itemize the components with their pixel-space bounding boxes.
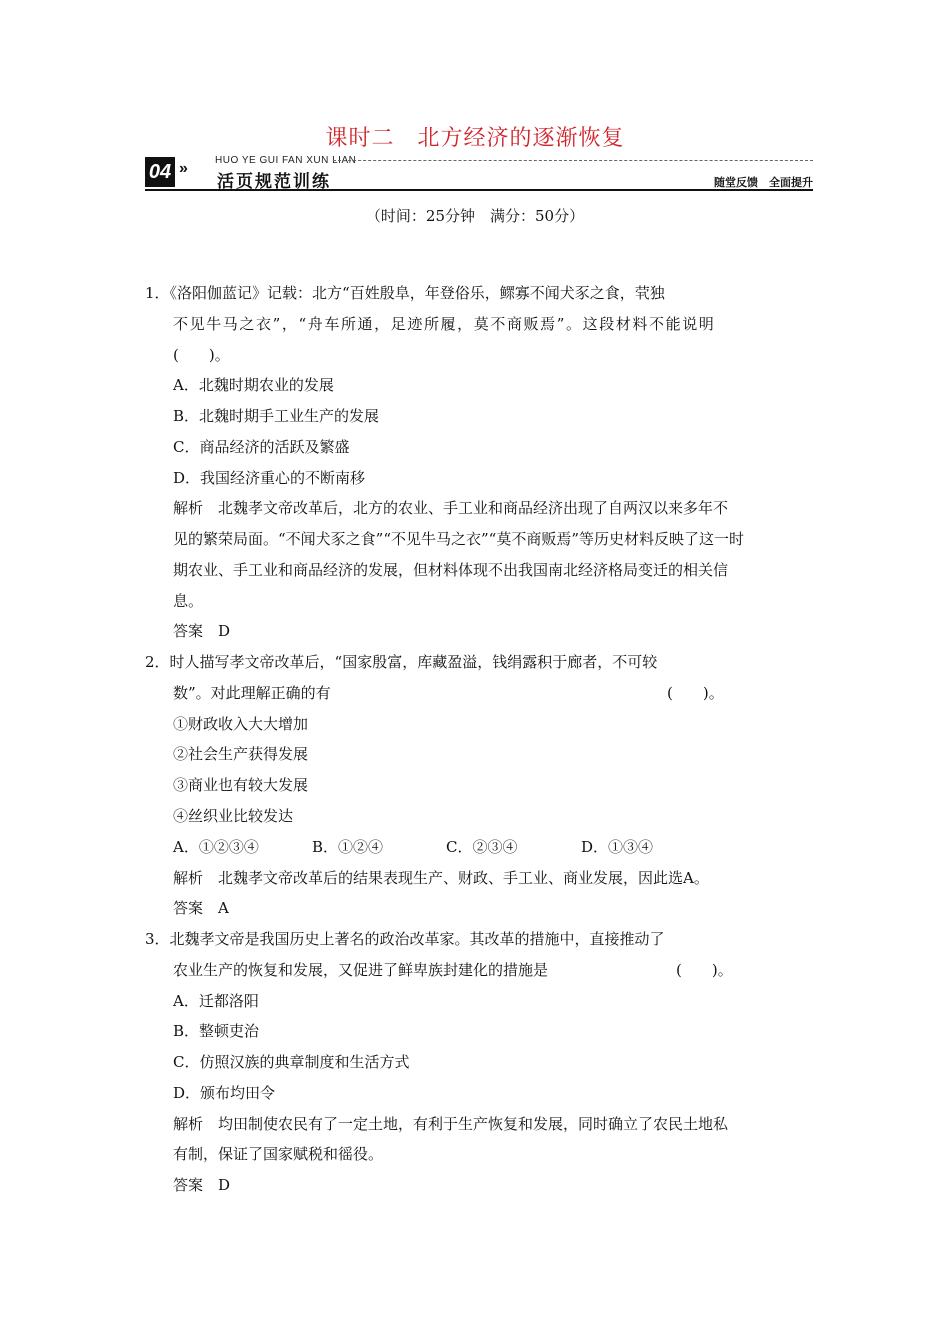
question-1-analysis-line-4: 息。 [173, 592, 204, 610]
question-1-analysis-line-3: 期农业、手工业和商品经济的发展，但材料体现不出我国南北经济格局变迁的相关信 [173, 561, 729, 579]
question-2-item-4: ④丝织业比较发达 [173, 807, 294, 825]
question-2-item-1: ①财政收入大大增加 [173, 715, 309, 733]
question-3-option-b: B．整顿吏治 [173, 1022, 260, 1040]
question-2-stem-line-2: 数”。对此理解正确的有 [173, 684, 331, 702]
question-3-option-c: C．仿照汉族的典章制度和生活方式 [173, 1053, 410, 1071]
banner-rule [145, 189, 813, 191]
banner-slogan: 随堂反馈 全面提升 [714, 176, 813, 189]
question-1-stem-line-3: ( )。 [173, 346, 230, 364]
question-2-option-d: D．①③④ [581, 838, 654, 856]
section-number-badge: 04 [145, 157, 175, 187]
question-2-stem-line-1: 2．时人描写孝文帝改革后，“国家殷富，库藏盈溢，钱绢露积于廊者，不可较 [145, 653, 658, 671]
section-banner [145, 153, 813, 191]
double-chevron-icon: » [179, 160, 188, 177]
question-1-analysis-line-1: 解析 北魏孝文帝改革后，北方的农业、手工业和商品经济出现了自两汉以来多年不 [173, 499, 729, 517]
question-2-item-3: ③商业也有较大发展 [173, 776, 309, 794]
question-2-answer-blank: ( )。 [667, 684, 724, 702]
question-3-option-d: D．颁布均田令 [173, 1084, 276, 1102]
banner-dashed-divider [333, 160, 813, 161]
question-3-answer: 答案 D [173, 1176, 231, 1194]
question-2-answer: 答案 A [173, 899, 229, 917]
question-2-option-a: A．①②③④ [173, 838, 259, 856]
question-1-option-b: B．北魏时期手工业生产的发展 [173, 407, 380, 425]
question-3-answer-blank: ( )。 [676, 961, 733, 979]
question-2-option-b: B．①②④ [312, 838, 384, 856]
question-2-analysis: 解析 北魏孝文帝改革后的结果表现生产、财政、手工业、商业发展，因此选A。 [173, 869, 709, 887]
question-3-analysis-line-1: 解析 均田制使农民有了一定土地，有利于生产恢复和发展，同时确立了农民土地私 [173, 1115, 729, 1133]
question-1-stem-line-2: 不见牛马之衣”，“舟车所通，足迹所履，莫不商贩焉”。这段材料不能说明 [173, 315, 716, 333]
question-2-option-c: C．②③④ [446, 838, 518, 856]
question-1-option-c: C．商品经济的活跃及繁盛 [173, 438, 350, 456]
question-2-item-2: ②社会生产获得发展 [173, 745, 309, 763]
page-title: 课时二 北方经济的逐渐恢复 [325, 126, 625, 151]
question-1-option-d: D．我国经济重心的不断南移 [173, 469, 366, 487]
question-3-analysis-line-2: 有制，保证了国家赋税和徭役。 [173, 1145, 384, 1163]
time-info: （时间：25分钟 满分：50分） [365, 207, 585, 225]
question-1-option-a: A．北魏时期农业的发展 [173, 376, 334, 394]
question-1-stem-line-1: 1．《洛阳伽蓝记》记载：北方“百姓殷阜，年登俗乐，鳏寡不闻犬豕之食，茕独 [145, 284, 665, 302]
banner-label: 活页规范训练 [217, 172, 331, 192]
question-1-answer: 答案 D [173, 622, 231, 640]
question-3-stem-line-1: 3．北魏孝文帝是我国历史上著名的政治改革家。其改革的措施中，直接推动了 [145, 930, 665, 948]
question-3-stem-line-2: 农业生产的恢复和发展，又促进了鲜卑族封建化的措施是 [173, 961, 549, 979]
question-3-option-a: A．迁都洛阳 [173, 992, 259, 1010]
banner-pinyin: HUO YE GUI FAN XUN LIAN [215, 155, 357, 166]
question-1-analysis-line-2: 见的繁荣局面。“不闻犬豕之食”“不见牛马之衣”“莫不商贩焉”等历史材料反映了这一时 [173, 530, 745, 548]
